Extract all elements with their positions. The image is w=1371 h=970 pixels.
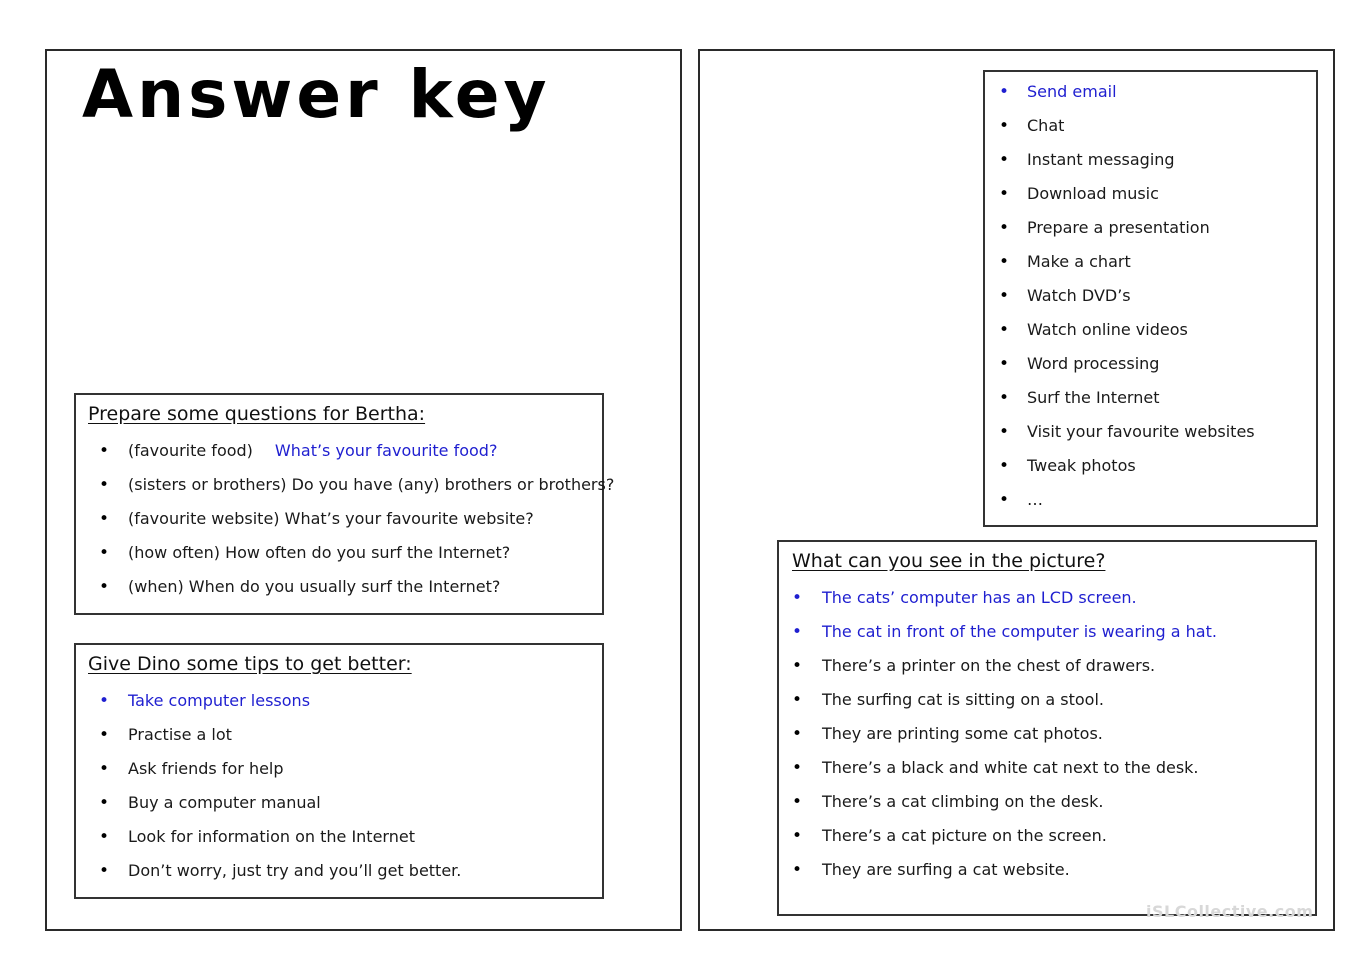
- list-item: • There’s a cat climbing on the desk.: [792, 785, 1315, 819]
- list-item: • The surfing cat is sitting on a stool.: [792, 683, 1315, 717]
- list-item: • (favourite website) What’s your favourite website?: [88, 502, 602, 536]
- list-item: • Tweak photos: [997, 449, 1316, 483]
- activities-box: [983, 70, 1318, 527]
- list-item: [88, 434, 602, 468]
- questions-box: [74, 393, 615, 615]
- list-item: • There’s a cat picture on the screen.: [792, 819, 1315, 853]
- list-item: • Take computer lessons: [88, 684, 602, 718]
- list-item: • They are surfing a cat website.: [792, 853, 1315, 887]
- list-item: • Prepare a presentation: [997, 211, 1316, 245]
- list-item: • There’s a black and white cat next to the desk.: [792, 751, 1315, 785]
- list-item: • The cats’ computer has an LCD screen.: [792, 581, 1315, 615]
- list-item: • There’s a printer on the chest of drawers.: [792, 649, 1315, 683]
- list-item: • The cat in front of the computer is wearing a hat.: [792, 615, 1315, 649]
- picture-heading: What can you see in the picture?: [792, 550, 1106, 572]
- list-item: • Buy a computer manual: [88, 786, 602, 820]
- list-item: • Download music: [997, 177, 1316, 211]
- list-item: • Make a chart: [997, 245, 1316, 279]
- list-item: • Instant messaging: [997, 143, 1316, 177]
- questions-heading: Prepare some questions for Bertha:: [88, 403, 426, 425]
- questions-list: [88, 434, 615, 604]
- picture-list: [792, 581, 1315, 887]
- list-item: • Chat: [997, 109, 1316, 143]
- watermark: iSLCollective.com: [1146, 902, 1314, 921]
- activities-list: [997, 75, 1316, 517]
- list-item: • Look for information on the Internet: [88, 820, 602, 854]
- tips-box: [74, 643, 604, 899]
- list-item: • Ask friends for help: [88, 752, 602, 786]
- list-item: • They are printing some cat photos.: [792, 717, 1315, 751]
- list-item: • Practise a lot: [88, 718, 602, 752]
- tips-heading: Give Dino some tips to get better:: [88, 653, 412, 675]
- list-item: • Watch online videos: [997, 313, 1316, 347]
- list-item: • Send email: [997, 75, 1316, 109]
- list-item: • Surf the Internet: [997, 381, 1316, 415]
- page-title: Answer key: [82, 56, 551, 133]
- list-item: • Visit your favourite websites: [997, 415, 1316, 449]
- list-item: • …: [997, 483, 1316, 517]
- list-item: • Watch DVD’s: [997, 279, 1316, 313]
- tips-list: [88, 684, 602, 888]
- question-answer: What’s your favourite food?: [274, 441, 498, 460]
- list-item: • (sisters or brothers) Do you have (any) brothers or brothers?: [88, 468, 602, 502]
- list-item: • Don’t worry, just try and you’ll get better.: [88, 854, 602, 888]
- list-item: • (when) When do you usually surf the Internet?: [88, 570, 602, 604]
- list-item: • (how often) How often do you surf the Internet?: [88, 536, 602, 570]
- question-prompt: (favourite food): [128, 441, 253, 460]
- picture-box: [777, 540, 1317, 916]
- list-item: • Word processing: [997, 347, 1316, 381]
